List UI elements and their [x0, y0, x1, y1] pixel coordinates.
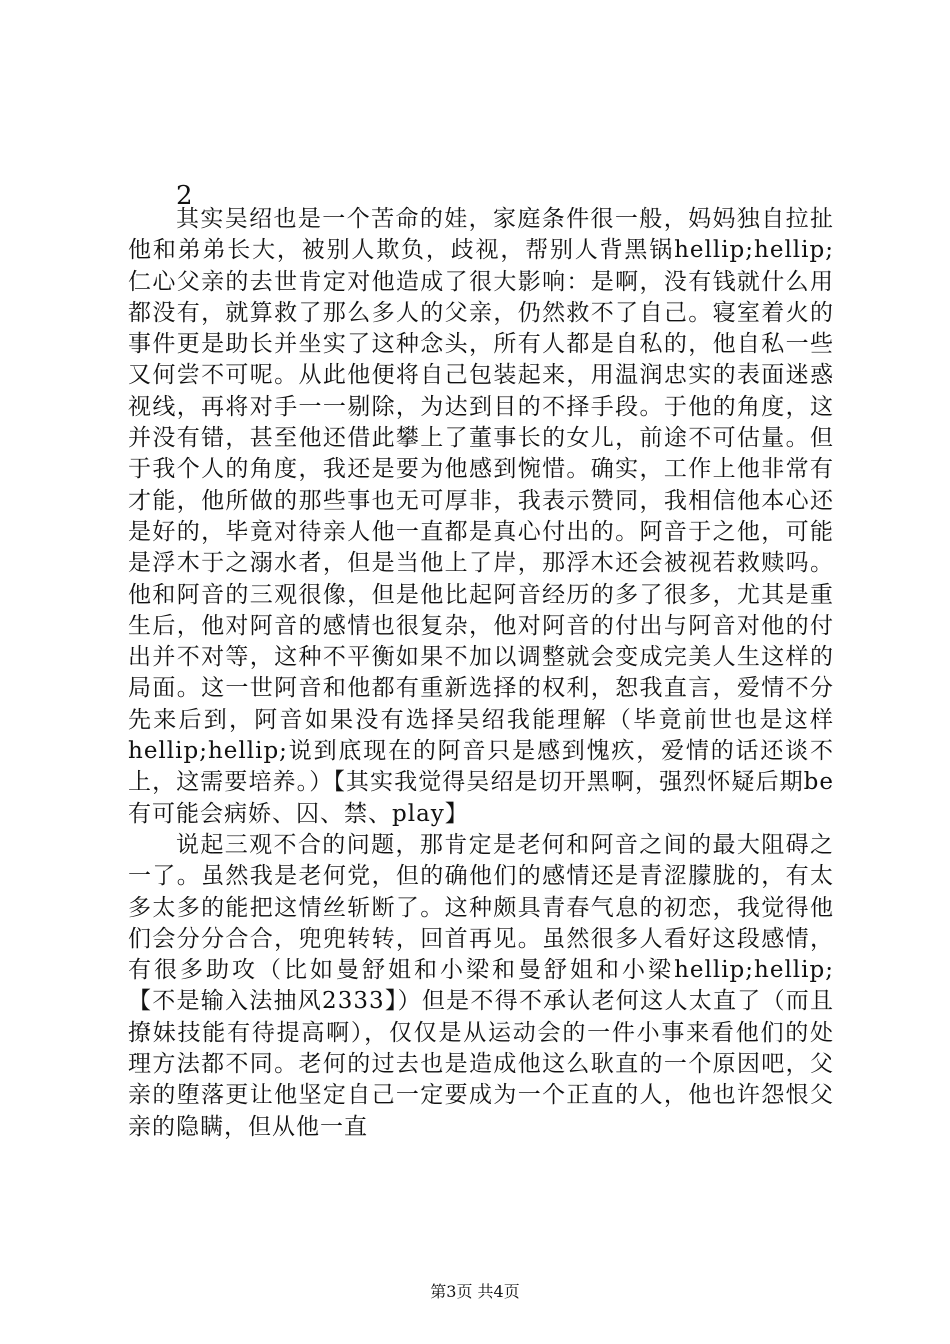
page-number-marker: 2 [176, 181, 193, 211]
paragraph-1: 其实吴绍也是一个苦命的娃，家庭条件很一般，妈妈独自拉扯他和弟弟长大，被别人欺负，歧视，帮别人背黑锅hellip;hellip;仁心父亲的去世肯定对他造成了很大影响：是啊，没有钱就什么用都没有，就算救了那么多人的父亲，仍然救不了自己。寝室着火的事件更是助长并坐实了这种念头，所有人都是自私的，他自私一些又何尝不可呢。从此他便将自己包装起来，用温润忠实的表面迷惑视线，再将对手一一剔除，为达到目的不择手段。于他的角度，这并没有错，甚至他还借此攀上了董事长的女儿，前途不可估量。但于我个人的角度，我还是要为他感到惋惜。确实，工作上他非常有才能，他所做的那些事也无可厚非，我表示赞同，我相信他本心还是好的，毕竟对待亲人他一直都是真心付出的。阿音于之他，可能是浮木于之溺水者，但是当他上了岸，那浮木还会被视若救赎吗。他和阿音的三观很像，但是他比起阿音经历的多了很多，尤其是重生后，他对阿音的感情也很复杂，他对阿音的付出与阿音对他的付出并不对等，这种不平衡如果不加以调整就会变成完美人生这样的局面。这一世阿音和他都有重新选择的权利，恕我直言，爱情不分先来后到，阿音如果没有选择吴绍我能理解（毕竟前世也是这样hellip;hellip;说到底现在的阿音只是感到愧疚，爱情的话还谈不上，这需要培养。）【其实我觉得吴绍是切开黑啊，强烈怀疑后期be有可能会病娇、囚、禁、play】 [128, 206, 834, 827]
paragraph-2: 说起三观不合的问题，那肯定是老何和阿音之间的最大阻碍之一了。虽然我是老何党，但的确他们的感情还是青涩朦胧的，有太多太多的能把这情丝斩断了。这种颇具青春气息的初恋，我觉得他们会分分合合，兜兜转转，回首再见。虽然很多人看好这段感情，有很多助攻（比如曼舒姐和小梁和曼舒姐和小梁hellip;hellip;【不是输入法抽风2333】）但是不得不承认老何这人太直了（而且撩妹技能有待提高啊），仅仅是从运动会的一件小事来看他们的处理方法都不同。老何的过去也是造成他这么耿直的一个原因吧，父亲的堕落更让他坚定自己一定要成为一个正直的人，他也许怨恨父亲的隐瞒，但从他一直 [128, 831, 834, 1140]
body-text [128, 204, 834, 1143]
page-footer: 第3页 共4页 [430, 1282, 520, 1301]
